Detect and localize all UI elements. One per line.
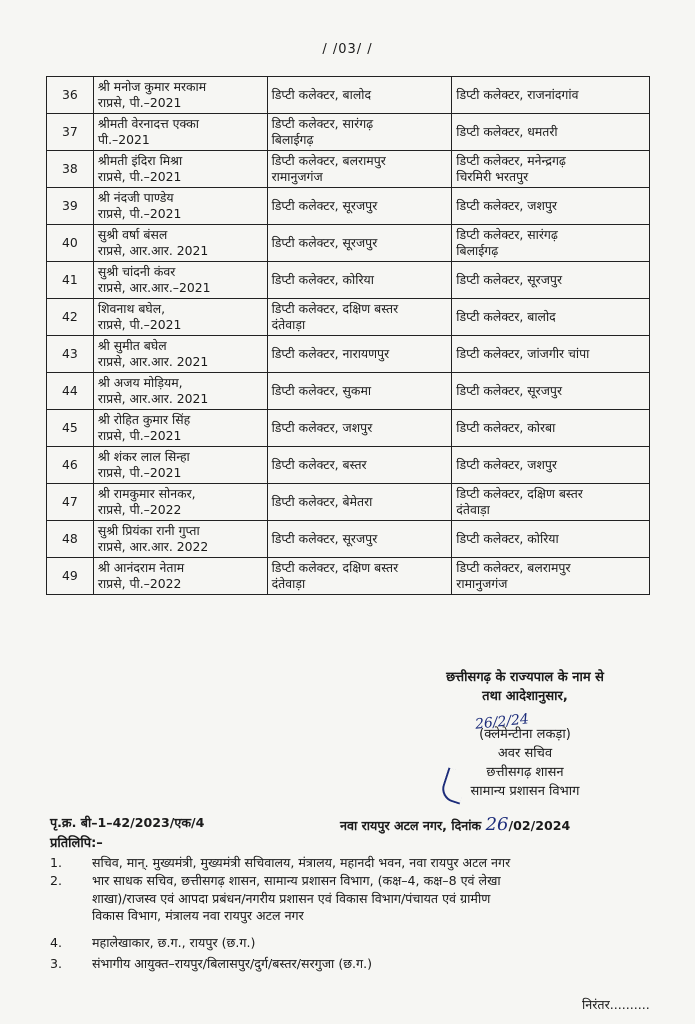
new-posting-cell: [452, 151, 650, 188]
current-posting-cell: [267, 299, 452, 336]
officer-name-cell-line: श्री मनोज कुमार मरकाम: [97, 79, 207, 94]
officer-name-cell: [93, 188, 267, 225]
table-row: [47, 336, 650, 373]
officer-name-cell-line: सुश्री चांदनी कंवर: [97, 264, 176, 279]
serial-number-cell: 49: [47, 558, 94, 595]
officer-name-cell-line: श्री सुमीत बघेल: [97, 338, 167, 353]
new-posting-cell-line: रामानुजगंज: [456, 576, 508, 591]
current-posting-cell-line: डिप्टी कलेक्टर, बलरामपुर: [271, 153, 386, 168]
officer-name-cell: [93, 521, 267, 558]
copy-number: 4.: [50, 935, 63, 950]
place-prefix: नवा रायपुर अटल नगर, दिनांक: [340, 818, 482, 833]
officer-name-cell: [93, 151, 267, 188]
officer-name-cell-line: राप्रसे, पी.–2021: [97, 317, 182, 332]
table-row: [47, 521, 650, 558]
new-posting-cell: [452, 77, 650, 114]
current-posting-cell: [267, 410, 452, 447]
table-row: [47, 188, 650, 225]
new-posting-cell-line: डिप्टी कलेक्टर, दक्षिण बस्तर: [456, 486, 583, 501]
page-number: / /03/ /: [322, 42, 373, 57]
new-posting-cell: [452, 336, 650, 373]
current-posting-cell: [267, 262, 452, 299]
copy-text-line: सचिव, मान्. मुख्यमंत्री, मुख्यमंत्री सचिवालय, मंत्रालय, महानदी भवन, नवा रायपुर अटल नगर: [92, 855, 511, 870]
officer-name-cell: [93, 447, 267, 484]
copy-text-line: विकास विभाग, मंत्रालय नवा रायपुर अटल नगर: [92, 908, 304, 923]
table-row: [47, 410, 650, 447]
serial-number-cell: 38: [47, 151, 94, 188]
officer-name-cell-line: राप्रसे, आर.आर. 2021: [97, 243, 209, 258]
current-posting-cell: [267, 447, 452, 484]
current-posting-cell: [267, 188, 452, 225]
copy-text: [92, 872, 650, 925]
current-posting-cell-line: रामानुजगंज: [271, 169, 323, 184]
officer-name-cell: [93, 225, 267, 262]
new-posting-cell-line: बिलाईगढ़: [456, 243, 499, 258]
new-posting-cell-line: डिप्टी कलेक्टर, धमतरी: [456, 124, 558, 139]
officer-name-cell-line: श्री अजय मोड़ियम,: [97, 375, 183, 390]
current-posting-cell: [267, 225, 452, 262]
officer-name-cell: [93, 484, 267, 521]
officer-name-cell-line: राप्रसे, पी.–2022: [97, 576, 182, 591]
copy-number: 3.: [50, 956, 63, 971]
new-posting-cell: [452, 262, 650, 299]
new-posting-cell-line: डिप्टी कलेक्टर, जशपुर: [456, 457, 557, 472]
reference-number: पृ.क्र. बी–1–42/2023/एक/4: [50, 815, 205, 830]
new-posting-cell-line: दंतेवाड़ा: [456, 502, 490, 517]
new-posting-cell: [452, 114, 650, 151]
copy-text-line: भार साधक सचिव, छत्तीसगढ़ शासन, सामान्य प्रशासन विभाग, (कक्ष–4, कक्ष–8 एवं लेखा: [92, 873, 501, 888]
current-posting-cell-line: बिलाईगढ़: [271, 132, 314, 147]
serial-number-cell: 48: [47, 521, 94, 558]
current-posting-cell-line: डिप्टी कलेक्टर, सूरजपुर: [271, 531, 378, 546]
copy-recipient: [50, 854, 650, 872]
officer-name-cell-line: श्री शंकर लाल सिन्हा: [97, 449, 190, 464]
table-row: [47, 225, 650, 262]
officer-name-cell-line: सुश्री प्रियंका रानी गुप्ता: [97, 523, 200, 538]
table-row: [47, 447, 650, 484]
officer-name-cell: [93, 373, 267, 410]
copy-recipient: [50, 872, 650, 925]
officer-name-cell-line: राप्रसे, आर.आर.–2021: [97, 280, 211, 295]
officer-name-cell: [93, 410, 267, 447]
current-posting-cell: [267, 558, 452, 595]
copy-recipient: [50, 955, 650, 973]
officer-name-cell: [93, 299, 267, 336]
serial-number-cell: 41: [47, 262, 94, 299]
current-posting-cell-line: डिप्टी कलेक्टर, सूरजपुर: [271, 235, 378, 250]
officer-name-cell-line: श्रीमती इंदिरा मिश्रा: [97, 153, 183, 168]
new-posting-cell-line: डिप्टी कलेक्टर, मनेन्द्रगढ़: [456, 153, 566, 168]
current-posting-cell-line: डिप्टी कलेक्टर, दक्षिण बस्तर: [271, 301, 399, 316]
table-row: [47, 558, 650, 595]
current-posting-cell-line: डिप्टी कलेक्टर, जशपुर: [271, 420, 373, 435]
serial-number-cell: 46: [47, 447, 94, 484]
copy-text: [92, 955, 650, 973]
new-posting-cell-line: डिप्टी कलेक्टर, जांजगीर चांपा: [456, 346, 590, 361]
new-posting-cell-line: डिप्टी कलेक्टर, बालोद: [456, 309, 556, 324]
officer-name-cell-line: राप्रसे, पी.–2021: [97, 465, 182, 480]
current-posting-cell-line: डिप्टी कलेक्टर, दक्षिण बस्तर: [271, 560, 399, 575]
serial-number-cell: 47: [47, 484, 94, 521]
officer-name-cell-line: श्री रामकुमार सोनकर,: [97, 486, 196, 501]
current-posting-cell: [267, 77, 452, 114]
copy-number: 1.: [50, 855, 63, 870]
signatory-government: छत्तीसगढ़ शासन: [486, 765, 564, 780]
new-posting-cell: [452, 225, 650, 262]
copy-text: [92, 854, 650, 872]
copy-text-line: महालेखाकार, छ.ग., रायपुर (छ.ग.): [92, 935, 256, 950]
copy-text-line: शाखा)/राजस्व एवं आपदा प्रबंधन/नगरीय प्रशासन एवं विकास विभाग/पंचायत एवं ग्रामीण: [92, 890, 491, 906]
officer-name-cell: [93, 558, 267, 595]
table-row: [47, 484, 650, 521]
copy-recipient: [50, 934, 650, 952]
serial-number-cell: 45: [47, 410, 94, 447]
new-posting-cell-line: डिप्टी कलेक्टर, बलरामपुर: [456, 560, 571, 575]
officer-name-cell-line: श्री आनंदराम नेताम: [97, 560, 185, 575]
copy-text-line: संभागीय आयुक्त–रायपुर/बिलासपुर/दुर्ग/बस्तर/सरगुजा (छ.ग.): [92, 956, 373, 971]
officer-name-cell: [93, 77, 267, 114]
current-posting-cell: [267, 114, 452, 151]
copy-number: 2.: [50, 873, 63, 888]
current-posting-cell-line: डिप्टी कलेक्टर, सूरजपुर: [271, 198, 378, 213]
new-posting-cell: [452, 558, 650, 595]
new-posting-cell: [452, 299, 650, 336]
date-rest: /02/2024: [508, 818, 571, 833]
current-posting-cell-line: डिप्टी कलेक्टर, कोरिया: [271, 272, 374, 287]
serial-number-cell: 40: [47, 225, 94, 262]
new-posting-cell: [452, 188, 650, 225]
authority-line: छत्तीसगढ़ के राज्यपाल के नाम से: [446, 670, 604, 685]
place-date: [340, 814, 570, 835]
officer-name-cell-line: राप्रसे, पी.–2021: [97, 95, 182, 110]
copy-text: [92, 934, 650, 952]
new-posting-cell: [452, 373, 650, 410]
officer-name-cell-line: राप्रसे, आर.आर. 2021: [97, 391, 209, 406]
officer-name-cell-line: श्री नंदजी पाण्डेय: [97, 190, 174, 205]
serial-number-cell: 44: [47, 373, 94, 410]
serial-number-cell: 36: [47, 77, 94, 114]
current-posting-cell-line: डिप्टी कलेक्टर, सारंगढ़: [271, 116, 374, 131]
officer-name-cell-line: पी.–2021: [97, 132, 150, 147]
officer-name-cell: [93, 262, 267, 299]
table-row: [47, 77, 650, 114]
current-posting-cell-line: डिप्टी कलेक्टर, बालोद: [271, 87, 372, 102]
table-row: [47, 262, 650, 299]
current-posting-cell: [267, 521, 452, 558]
officer-name-cell-line: राप्रसे, पी.–2021: [97, 428, 182, 443]
officer-name-cell: [93, 114, 267, 151]
handwritten-day: 26: [485, 814, 509, 835]
officer-name-cell-line: श्रीमती वेरनादत्त एक्का: [97, 116, 199, 131]
current-posting-cell-line: डिप्टी कलेक्टर, बेमेतरा: [271, 494, 373, 509]
serial-number-cell: 37: [47, 114, 94, 151]
current-posting-cell: [267, 151, 452, 188]
new-posting-cell-line: डिप्टी कलेक्टर, राजनांदगांव: [456, 87, 579, 102]
officer-name-cell-line: राप्रसे, पी.–2021: [97, 169, 182, 184]
copy-to-label: प्रतिलिपि:–: [50, 836, 103, 851]
officer-name-cell-line: शिवनाथ बघेल,: [97, 301, 166, 316]
serial-number-cell: 39: [47, 188, 94, 225]
current-posting-cell-line: डिप्टी कलेक्टर, बस्तर: [271, 457, 367, 472]
new-posting-cell: [452, 484, 650, 521]
officer-name-cell-line: राप्रसे, आर.आर. 2022: [97, 539, 209, 554]
new-posting-cell: [452, 521, 650, 558]
current-posting-cell-line: दंतेवाड़ा: [271, 317, 306, 332]
signature-block: [390, 668, 660, 801]
officer-name-cell-line: सुश्री वर्षा बंसल: [97, 227, 168, 242]
new-posting-cell-line: डिप्टी कलेक्टर, सूरजपुर: [456, 383, 563, 398]
table-row: [47, 151, 650, 188]
current-posting-cell: [267, 484, 452, 521]
table-row: [47, 299, 650, 336]
signatory-designation: अवर सचिव: [497, 746, 553, 761]
officer-name-cell-line: राप्रसे, आर.आर. 2021: [97, 354, 209, 369]
transfer-table: [46, 76, 650, 595]
table-row: [47, 373, 650, 410]
signatory-name: (क्लेमेन्टीना लकड़ा): [479, 727, 571, 742]
current-posting-cell: [267, 373, 452, 410]
current-posting-cell: [267, 336, 452, 373]
continued-marker: निरंतर..........: [582, 997, 650, 1012]
table-row: [47, 114, 650, 151]
serial-number-cell: 43: [47, 336, 94, 373]
new-posting-cell-line: डिप्टी कलेक्टर, सारंगढ़: [456, 227, 558, 242]
officer-name-cell-line: राप्रसे, पी.–2021: [97, 206, 182, 221]
current-posting-cell-line: डिप्टी कलेक्टर, नारायणपुर: [271, 346, 390, 361]
new-posting-cell-line: डिप्टी कलेक्टर, सूरजपुर: [456, 272, 563, 287]
new-posting-cell: [452, 447, 650, 484]
new-posting-cell-line: चिरमिरी भरतपुर: [456, 169, 529, 184]
handwritten-signature-date: 26/2/24: [474, 711, 530, 733]
new-posting-cell-line: डिप्टी कलेक्टर, कोरिया: [456, 531, 559, 546]
signatory-department: सामान्य प्रशासन विभाग: [470, 784, 580, 799]
current-posting-cell-line: डिप्टी कलेक्टर, सुकमा: [271, 383, 372, 398]
new-posting-cell-line: डिप्टी कलेक्टर, जशपुर: [456, 198, 557, 213]
officer-name-cell-line: राप्रसे, पी.–2022: [97, 502, 182, 517]
order-line: तथा आदेशानुसार,: [482, 689, 568, 704]
current-posting-cell-line: दंतेवाड़ा: [271, 576, 306, 591]
officer-name-cell-line: श्री रोहित कुमार सिंह: [97, 412, 191, 427]
serial-number-cell: 42: [47, 299, 94, 336]
new-posting-cell: [452, 410, 650, 447]
new-posting-cell-line: डिप्टी कलेक्टर, कोरबा: [456, 420, 556, 435]
officer-name-cell: [93, 336, 267, 373]
